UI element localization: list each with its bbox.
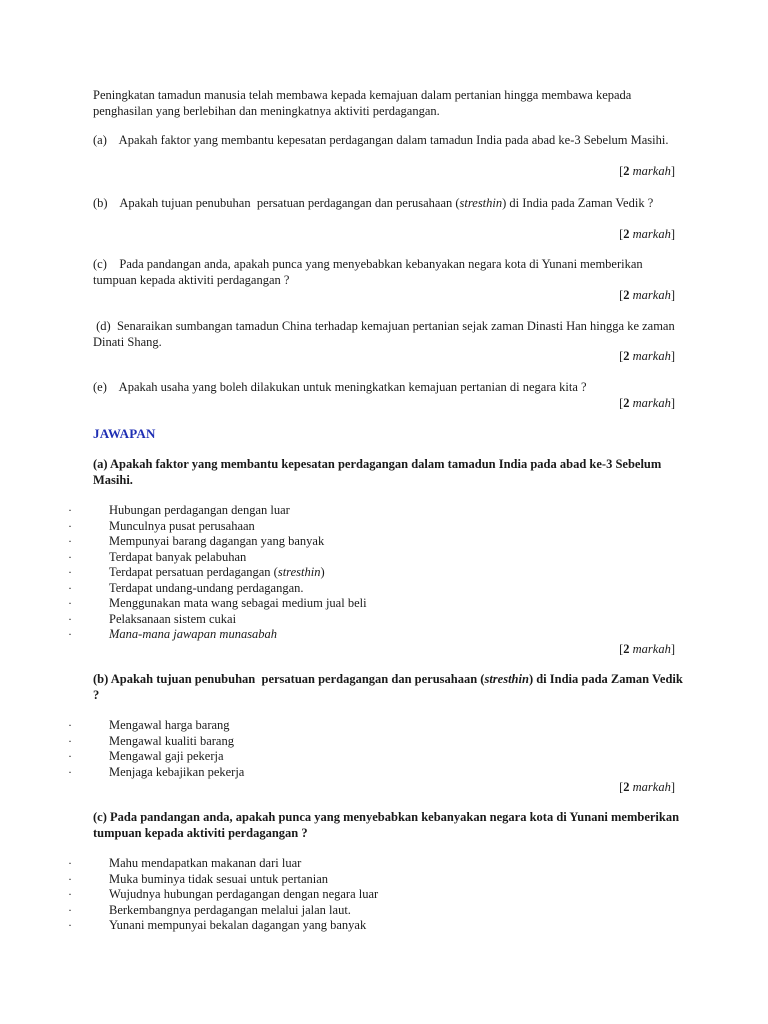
bullet: · xyxy=(68,718,72,732)
bullet: · xyxy=(68,871,72,886)
marks-label: [2 markah] xyxy=(619,642,675,656)
answer-c-list xyxy=(0,856,768,934)
marks-word: markah xyxy=(632,164,671,178)
bullet: · xyxy=(68,565,72,579)
list-item: · Mengawal harga barang xyxy=(68,718,230,732)
bullet: · xyxy=(68,749,72,763)
marks-number: 2 xyxy=(623,288,630,302)
question-b-post: ) di India pada Zaman Vedik ? xyxy=(502,196,654,210)
list-item: · Berkembangnya perdagangan melalui jalan laut. xyxy=(68,902,351,917)
bullet: · xyxy=(68,627,72,641)
list-item: · Mengawal kualiti barang xyxy=(68,733,234,748)
question-b xyxy=(93,196,678,212)
bullet: · xyxy=(68,534,72,548)
list-item: · Mempunyai barang dagangan yang banyak xyxy=(68,534,325,548)
marks-word: markah xyxy=(632,396,671,410)
marks-label: [2 markah] xyxy=(619,396,675,410)
marks-label: [2 markah] xyxy=(619,227,675,241)
bullet: · xyxy=(68,549,72,564)
marks-number: 2 xyxy=(623,227,630,241)
marks-word: markah xyxy=(632,227,671,241)
answer-a-list xyxy=(0,503,768,643)
marks-number: 2 xyxy=(623,642,630,656)
question-b-pre: (b) Apakah tujuan penubuhan persatuan perdagangan dan perusahaan ( xyxy=(93,196,460,210)
marks-word: markah xyxy=(632,349,671,363)
bullet: · xyxy=(68,503,72,517)
bullet: · xyxy=(68,856,72,870)
bullet: · xyxy=(68,596,72,610)
bullet: · xyxy=(68,518,72,533)
answer-a-question: (a) Apakah faktor yang membantu kepesatan perdagangan dalam tamadun India pada abad ke-3 Sebelum Masihi. xyxy=(93,457,662,487)
list-item: · Terdapat undang-undang perdagangan. xyxy=(68,580,304,595)
bullet: · xyxy=(68,733,72,748)
bullet: · xyxy=(68,764,72,779)
list-item: · Mana-mana jawapan munasabah xyxy=(68,627,278,641)
question-c: (c) Pada pandangan anda, apakah punca yang menyebabkan kebanyakan negara kota di Yunani memberikan tumpuan kepada aktiviti perdagangan ? xyxy=(93,257,643,287)
bullet: · xyxy=(68,902,72,917)
list-item: · Yunani mempunyai bekalan dagangan yang banyak xyxy=(68,918,367,932)
marks-number: 2 xyxy=(623,349,630,363)
list-item: · Hubungan perdagangan dengan luar xyxy=(68,503,290,517)
bullet: · xyxy=(68,611,72,626)
intro-paragraph: Peningkatan tamadun manusia telah membawa kepada kemajuan dalam pertanian hingga membawa kepada penghasilan yang berlebihan dan meningkatnya aktiviti perdagangan. xyxy=(93,88,632,118)
marks-word: markah xyxy=(632,780,671,794)
question-e: (e) Apakah usaha yang boleh dilakukan untuk meningkatkan kemajuan pertanian di negara kita ? xyxy=(93,380,587,394)
question-a: (a) Apakah faktor yang membantu kepesatan perdagangan dalam tamadun India pada abad ke-3 Sebelum Masihi. xyxy=(93,133,669,147)
marks-label: [2 markah] xyxy=(619,288,675,302)
marks-number: 2 xyxy=(623,164,630,178)
marks-word: markah xyxy=(632,288,671,302)
marks-label: [2 markah] xyxy=(619,349,675,363)
bullet: · xyxy=(68,918,72,932)
list-item: · Pelaksanaan sistem cukai xyxy=(68,611,237,626)
answer-b-list xyxy=(0,718,768,780)
bullet: · xyxy=(68,580,72,595)
marks-word: markah xyxy=(632,642,671,656)
marks-label: [2 markah] xyxy=(619,164,675,178)
question-d: (d) Senaraikan sumbangan tamadun China terhadap kemajuan pertanian sejak zaman Dinasti Han hingga ke zaman Dinati Shang. xyxy=(93,319,675,349)
list-item: · Mengawal gaji pekerja xyxy=(68,749,224,763)
list-item: · Terdapat persatuan perdagangan (stresthin) xyxy=(68,565,325,579)
marks-number: 2 xyxy=(623,780,630,794)
question-b-italic: stresthin xyxy=(459,196,503,210)
bullet: · xyxy=(68,887,72,901)
answer-heading: JAWAPAN xyxy=(93,426,156,441)
list-item: · Mahu mendapatkan makanan dari luar xyxy=(68,856,302,870)
answer-c-question: (c) Pada pandangan anda, apakah punca yang menyebabkan kebanyakan negara kota di Yunani memberikan tumpuan kepada aktiviti perdagangan ? xyxy=(93,810,680,840)
list-item: · Menggunakan mata wang sebagai medium jual beli xyxy=(68,596,367,610)
list-item: · Munculnya pusat perusahaan xyxy=(68,518,255,533)
list-item: · Muka buminya tidak sesuai untuk pertanian xyxy=(68,871,329,886)
list-item: · Wujudnya hubungan perdagangan dengan negara luar xyxy=(68,887,379,901)
marks-label: [2 markah] xyxy=(619,780,675,794)
list-item: · Terdapat banyak pelabuhan xyxy=(68,549,247,564)
marks-number: 2 xyxy=(623,396,630,410)
answer-b-question: (b) Apakah tujuan penubuhan persatuan perdagangan dan perusahaan (stresthin) di India pada Zaman Vedik ? xyxy=(93,672,683,702)
list-item: · Menjaga kebajikan pekerja xyxy=(68,764,245,779)
